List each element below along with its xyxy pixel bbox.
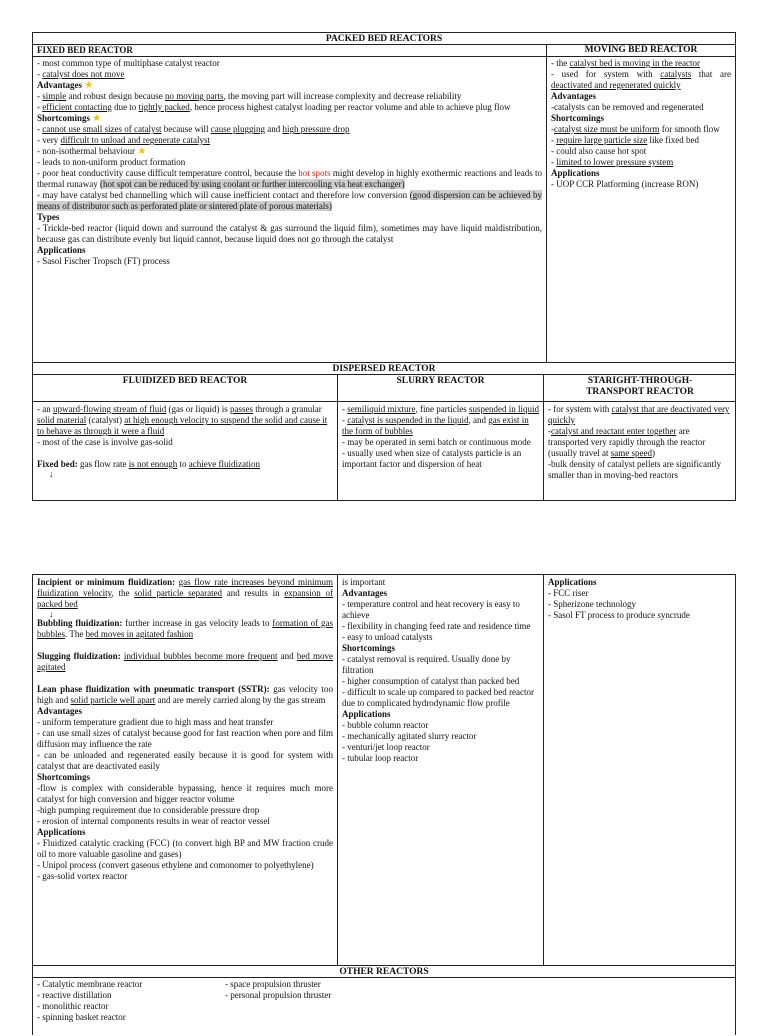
dispersed-table-continued [32,574,736,966]
other-reactors-col2 [221,978,521,1036]
star-icon: ★ [84,80,94,91]
list-item: - monolithic reactor [37,1001,109,1011]
down-arrow-icon: ↓ [49,469,54,479]
list-item: - Catalytic membrane reactor [37,979,143,989]
dispersed-title: DISPERSED REACTOR [332,364,436,374]
star-icon: ★ [137,146,147,157]
packed-bed-table [32,32,736,363]
other-reactors-col1 [33,978,223,1036]
list-item: - personal propulsion thruster [225,990,332,1000]
star-icon: ★ [92,113,102,124]
transport-content: - for system with catalyst that are deactivated very quickly -catalyst and reactant enter together are transported very rapidly through the reactor (usually travel at same speed) -bulk density of catalyst pellets are significantly smaller than in moving-bed reactors [548,404,730,480]
dispersed-table-top [32,362,736,501]
list-item: - space propulsion thruster [225,979,321,989]
fixed-bed-heading: FIXED BED REACTOR [37,45,133,55]
fluidized-heading: FLUIDIZED BED REACTOR [122,376,248,386]
fluidized-content: - an upward-flowing stream of fluid (gas or liquid) is passes through a granular solid material (catalyst) at high enough velocity to suspend the solid and cause it to behave as through it were a fluid - most of the case is involve gas-solid Fixed bed: gas flow rate is not enough to achieve fluidization ↓ [33,403,337,500]
moving-bed-heading: MOVING BED REACTOR [584,45,698,55]
list-item: - reactive distillation [37,990,112,1000]
list-item: - spinning basket reactor [37,1012,126,1022]
fluidized-content-continued: Incipient or minimum fluidization: gas flow rate increases beyond minimum fluidization velocity, the solid particle separated and results in expansion of packed bed ↓ Bubbling fluidization: further increase in gas velocity leads to formation of gas bubbles. The bed moves in agitated fashion Slugging fluidization: individual bubbles become more frequent and bed move agitated Lean phase fluidization with pneumatic transport (SSTR): gas velocity too high and solid particle well apart and are merely carried along by the gas stream Advantages - uniform temperature gradient due to high mass and heat transfer - can use small sizes of catalyst because good for fast reaction when pore and film diffusion may influence the rate - can be unloaded and regenerated easily because it is good for system with catalyst that are deactivated easily Shortcomings -flow is complex with considerable bypassing, hence it requires much more catalyst for high conversion and bigger reactor volume -high pumping requirement due to considerable pressure drop - erosion of internal components results in wear of reactor vessel Applications - Fluidized catalytic cracking (FCC) (to convert high BP and MW fraction crude oil to more valuable gasoline and gases) - Unipol process (convert gaseous ethylene and comonomer to polyethylene) - gas-solid vortex reactor [37,577,334,881]
packed-bed-title: PACKED BED REACTORS [325,34,443,44]
slurry-content: - semiliquid mixture, fine particles suspended in liquid - catalyst is suspended in the liquid, and gas exist in the form of bubbles - may be operated in semi batch or continuous mode - usually used when size of catalysts particle is an important factor and dispersion of heat [342,404,539,469]
transport-content-continued: Applications - FCC riser - Spherizone technology - Sasol FT process to produce syncrude [548,577,690,620]
other-reactors-title: OTHER REACTORS [339,967,429,977]
moving-bed-content: - the catalyst bed is moving in the reactor - used for system with catalysts that are deactivated and regenerated quickly Advantages -catalysts can be removed and regenerated Shortcomings -catalyst size must be uniform for smooth flow - require large particle size like fixed bed - could also cause hot spot - limited to lower pressure system Applications - UOP CCR Platforming (increase RON) [551,58,731,189]
slurry-content-continued: is important Advantages - temperature control and heat recovery is easy to achieve - flexibility in changing feed rate and residence time - easy to unload catalysts Shortcomings - catalyst removal is required. Usually done by filtration - higher consumption of catalyst than packed bed - difficult to scale up compared to packed bed reactor due to complicated hydrodynamic flow profile Applications - bubble column reactor - mechanically agitated slurry reactor - venturi/jet loop reactor - tubular loop reactor [342,577,535,763]
fixed-bed-content: - most common type of multiphase catalyst reactor - catalyst does not move Advantages ★ - simple and robust design because no moving parts, the moving part will increase complexity and decrease reliability - efficient contacting due to tightly packed, hence process highest catalyst loading per reactor volume and able to achieve plug flow Shortcomings ★ - cannot use small sizes of catalyst because will cause plugging and high pressure drop - very difficult to unload and regenerate catalyst - non-isothermal behaviour ★ - leads to non-uniform product formation - poor heat conductivity cause difficult temperature control, because the hot spots might develop in highly exothermic reactions and leads to thermal runaway (hot spot can be reduced by using coolant or further intercooling via heat exchanger) - may have catalyst bed channelling which will cause inefficient contact and therefore low conversion (good dispersion can be achieved by means of distributor such as perforated plate or sintered plate of porous materials) Types - Trickle-bed reactor (liquid down and surround the catalyst & gas surround the liquid film), sometimes may have liquid maldistribution, because gas can distribute evenly but liquid cannot, because liquid does not go through the catalyst Applications - Sasol Fischer Tropsch (FT) process [37,58,543,266]
other-reactors-table [32,965,736,1035]
slurry-heading: SLURRY REACTOR [396,376,485,386]
transport-heading: STARIGHT-THROUGH-TRANSPORT REACTOR [586,376,694,397]
down-arrow-icon: ↓ [49,609,54,619]
